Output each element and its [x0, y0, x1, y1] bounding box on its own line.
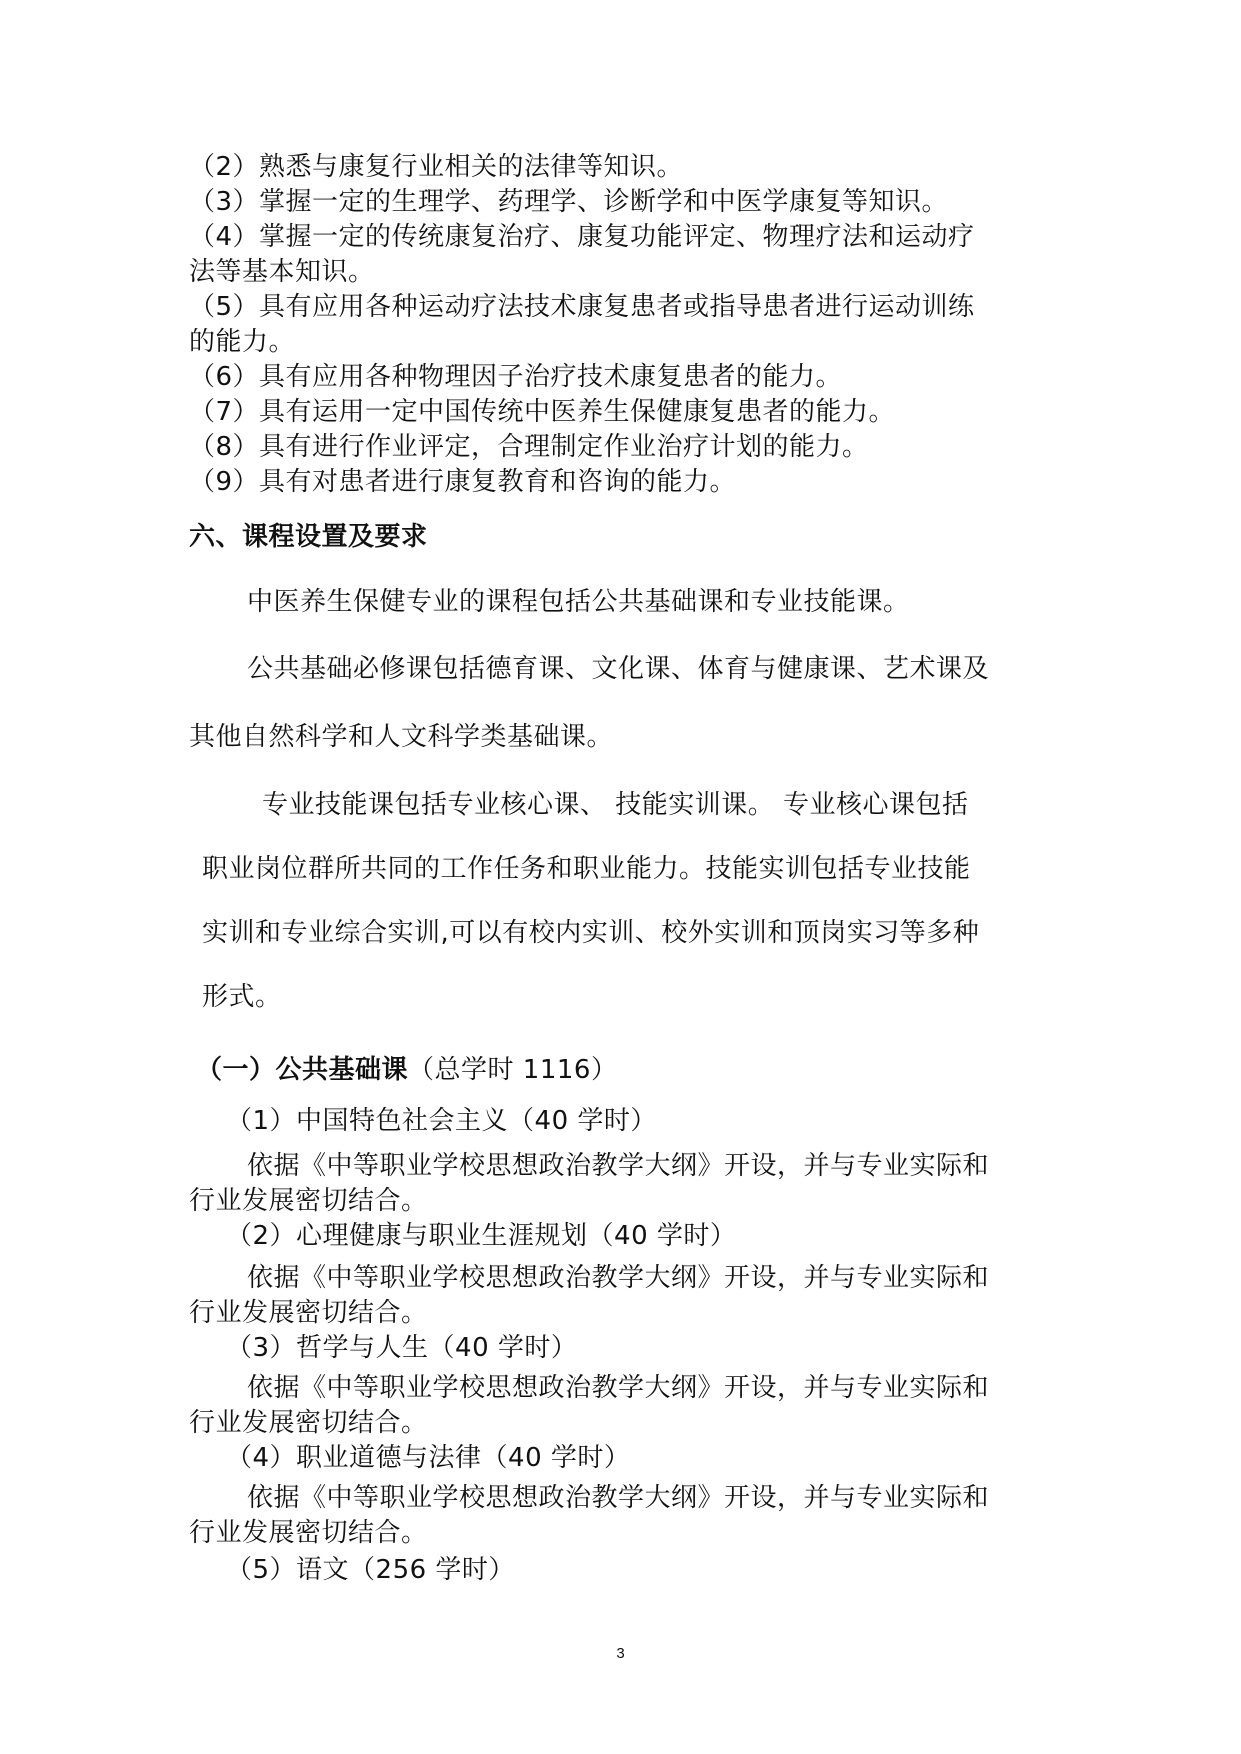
ability-item-7: （7）具有运用一定中国传统中医养生保健康复患者的能力。: [189, 397, 896, 427]
course-title: （4）职业道德与法律（40 学时）: [226, 1443, 631, 1473]
course-title: （2）心理健康与职业生涯规划（40 学时）: [226, 1221, 737, 1251]
skill-course-paragraph: 专业技能课包括专业核心课、 技能实训课。 专业核心课包括: [262, 790, 969, 820]
course-description: 依据《中等职业学校思想政治教学大纲》开设，并与专业实际和: [247, 1373, 990, 1403]
course-intro-paragraph: 中医养生保健专业的课程包括公共基础课和专业技能课。: [247, 587, 910, 617]
course-description: 依据《中等职业学校思想政治教学大纲》开设，并与专业实际和: [247, 1151, 990, 1181]
course-description-cont: 行业发展密切结合。: [189, 1298, 428, 1328]
course-description-cont: 行业发展密切结合。: [189, 1408, 428, 1438]
ability-item-9: （9）具有对患者进行康复教育和咨询的能力。: [189, 467, 737, 497]
page-number: 3: [616, 1645, 625, 1662]
ability-item-5-cont: 的能力。: [189, 327, 296, 357]
course-description-cont: 行业发展密切结合。: [189, 1518, 428, 1548]
section-heading: 六、课程设置及要求: [189, 522, 428, 552]
ability-item-4: （4）掌握一定的传统康复治疗、康复功能评定、物理疗法和运动疗: [189, 222, 975, 252]
skill-course-paragraph-line2: 职业岗位群所共同的工作任务和职业能力。技能实训包括专业技能: [202, 854, 971, 884]
ability-item-4-cont: 法等基本知识。: [189, 257, 375, 287]
ability-item-8: （8）具有进行作业评定，合理制定作业治疗计划的能力。: [189, 432, 869, 462]
ability-item-5: （5）具有应用各种运动疗法技术康复患者或指导患者进行运动训练: [189, 292, 975, 322]
subsection-title-hours: （总学时 1116）: [408, 1055, 618, 1085]
course-description: 依据《中等职业学校思想政治教学大纲》开设，并与专业实际和: [247, 1263, 990, 1293]
course-title: （3）哲学与人生（40 学时）: [226, 1333, 578, 1363]
ability-item-3: （3）掌握一定的生理学、药理学、诊断学和中医学康复等知识。: [189, 187, 949, 217]
course-title: （5）语文（256 学时）: [226, 1555, 515, 1585]
public-basic-paragraph: 公共基础必修课包括德育课、文化课、体育与健康课、艺术课及: [247, 654, 990, 684]
public-basic-paragraph-cont: 其他自然科学和人文科学类基础课。: [189, 722, 614, 752]
course-description-cont: 行业发展密切结合。: [189, 1186, 428, 1216]
ability-item-2: （2）熟悉与康复行业相关的法律等知识。: [189, 152, 684, 182]
subsection-title-main: （一）公共基础课: [196, 1055, 409, 1085]
skill-course-paragraph-line4: 形式。: [202, 982, 282, 1012]
ability-item-6: （6）具有应用各种物理因子治疗技术康复患者的能力。: [189, 362, 843, 392]
subsection-title: [196, 1053, 617, 1087]
course-description: 依据《中等职业学校思想政治教学大纲》开设，并与专业实际和: [247, 1483, 990, 1513]
course-title: （1）中国特色社会主义（40 学时）: [226, 1106, 657, 1136]
skill-course-paragraph-line3: 实训和专业综合实训,可以有校内实训、校外实训和顶岗实习等多种: [202, 918, 980, 948]
